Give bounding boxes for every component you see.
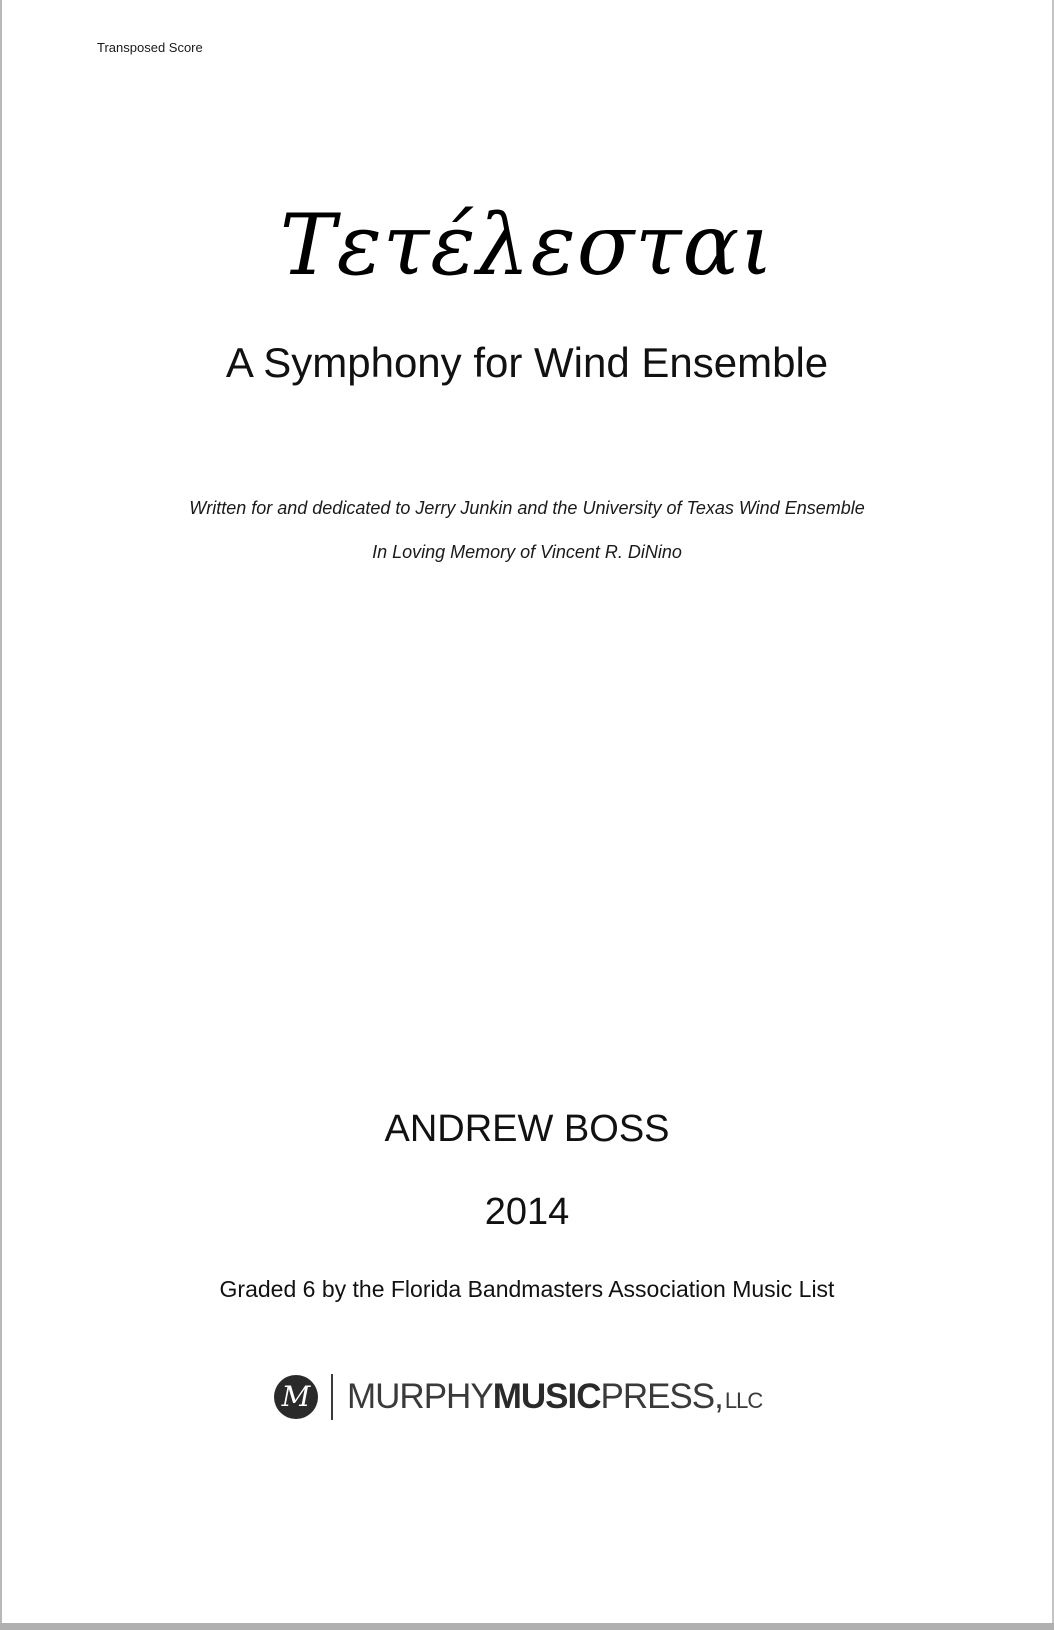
dedication-line: Written for and dedicated to Jerry Junkin and the University of Texas Wind Ensemble bbox=[189, 498, 865, 518]
publisher-name-part1: MURPHY bbox=[347, 1377, 493, 1416]
memorial-line: In Loving Memory of Vincent R. DiNino bbox=[372, 542, 682, 562]
publisher-monogram-icon bbox=[274, 1375, 318, 1419]
composition-year: 2014 bbox=[484, 1191, 570, 1233]
work-subtitle: A Symphony for Wind Ensemble bbox=[225, 339, 829, 386]
grading-note: Graded 6 by the Florida Bandmasters Association Music List bbox=[219, 1276, 835, 1302]
publisher-name-part3: PRESS, bbox=[600, 1377, 723, 1416]
composer-name: ANDREW BOSS bbox=[384, 1108, 670, 1150]
page-border-bottom bbox=[0, 1623, 1054, 1630]
publisher-suffix: LLC bbox=[724, 1388, 763, 1413]
publisher-name-part2: MUSIC bbox=[492, 1377, 601, 1416]
score-type-label: Transposed Score bbox=[97, 40, 203, 55]
publisher-logo bbox=[274, 1372, 762, 1422]
publisher-monogram-letter: M bbox=[281, 1380, 311, 1413]
work-title: Τετέλεσται bbox=[279, 196, 775, 294]
logo-divider bbox=[331, 1374, 333, 1420]
